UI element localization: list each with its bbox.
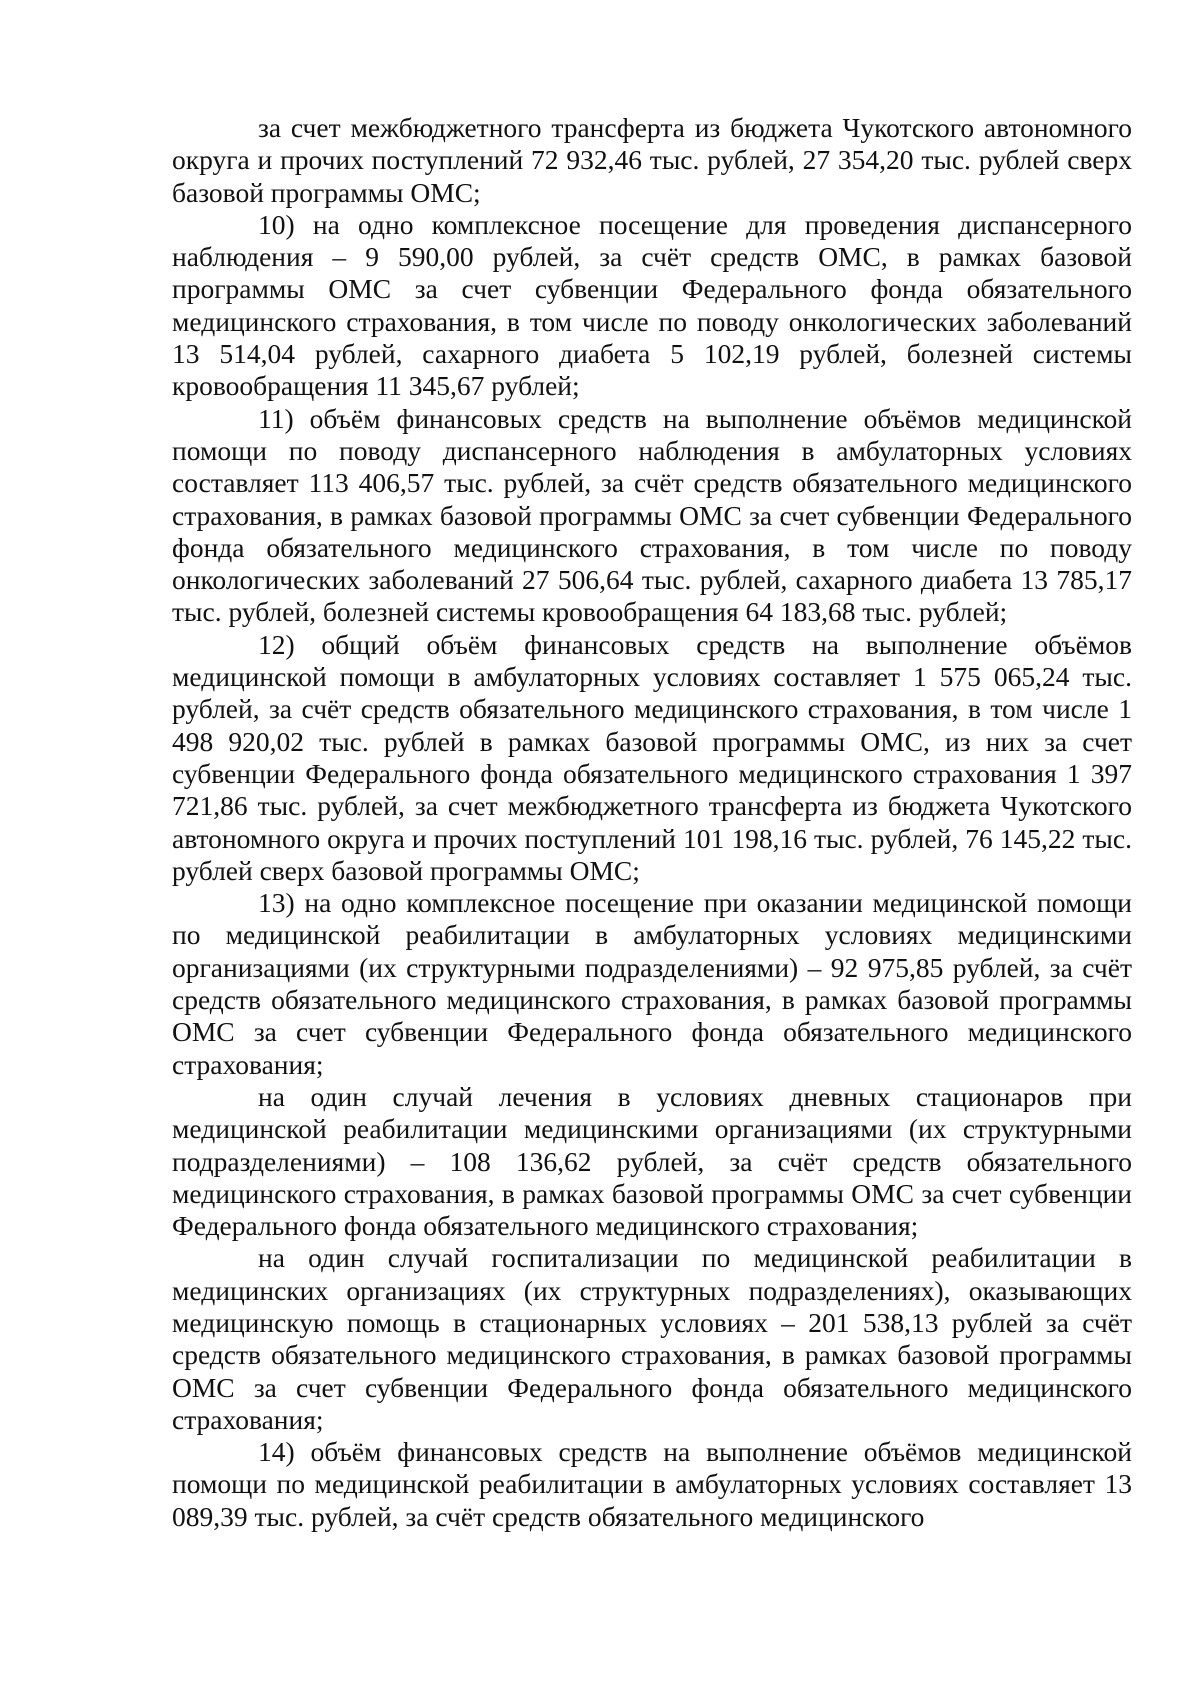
paragraph-hospitalization: на один случай госпитализации по медицинской реабилитации в медицинских организациях (их структурных подразделениях), оказывающих медицинскую помощь в стационарных условиях – 201 538,13 рублей за счёт средств обязательного медицинского страхования, в рамках базовой программы ОМС за счет субвенции Федерального фонда обязательного медицинского страхования; [172,1242,1132,1435]
paragraph-item-12: 12) общий объём финансовых средств на выполнение объёмов медицинской помощи в амбулаторных условиях составляет 1 575 065,24 тыс. рублей, за счёт средств обязательного медицинского страхования, в том числе 1 498 920,02 тыс. рублей в рамках базовой программы ОМС, из них за счет субвенции Федерального фонда обязательного медицинского страхования 1 397 721,86 тыс. рублей, за счет межбюджетного трансферта из бюджета Чукотского автономного округа и прочих поступлений 101 198,16 тыс. рублей, 76 145,22 тыс. рублей сверх базовой программы ОМС; [172,628,1132,886]
paragraph-item-14: 14) объём финансовых средств на выполнение объёмов медицинской помощи по медицинской реабилитации в амбулаторных условиях составляет 13 089,39 тыс. рублей, за счёт средств обязательного медицинского [172,1436,1132,1532]
document-page [172,112,1132,1533]
paragraph-day-hospital: на один случай лечения в условиях дневных стационаров при медицинской реабилитации медицинскими организациями (их структурными подразделениями) – 108 136,62 рублей, за счёт средств обязательного медицинского страхования, в рамках базовой программы ОМС за счет субвенции Федерального фонда обязательного медицинского страхования; [172,1080,1132,1242]
paragraph-item-10: 10) на одно комплексное посещение для проведения диспансерного наблюдения – 9 590,00 рублей, за счёт средств ОМС, в рамках базовой программы ОМС за счет субвенции Федерального фонда обязательного медицинского страхования, в том числе по поводу онкологических заболеваний 13 514,04 рублей, сахарного диабета 5 102,19 рублей, болезней системы кровообращения 11 345,67 рублей; [172,208,1132,402]
paragraph-item-13: 13) на одно комплексное посещение при оказании медицинской помощи по медицинской реабилитации в амбулаторных условиях медицинскими организациями (их структурными подразделениями) – 92 975,85 рублей, за счёт средств обязательного медицинского страхования, в рамках базовой программы ОМС за счет субвенции Федерального фонда обязательного медицинского страхования; [172,887,1132,1080]
paragraph-item-11: 11) объём финансовых средств на выполнение объёмов медицинской помощи по поводу диспансерного наблюдения в амбулаторных условиях составляет 113 406,57 тыс. рублей, за счёт средств обязательного медицинского страхования, в рамках базовой программы ОМС за счет субвенции Федерального фонда обязательного медицинского страхования, в том числе по поводу онкологических заболеваний 27 506,64 тыс. рублей, сахарного диабета 13 785,17 тыс. рублей, болезней системы кровообращения 64 183,68 тыс. рублей; [172,402,1132,628]
paragraph-continuation: за счет межбюджетного трансферта из бюджета Чукотского автономного округа и прочих поступлений 72 932,46 тыс. рублей, 27 354,20 тыс. рублей сверх базовой программы ОМС; [172,112,1132,208]
